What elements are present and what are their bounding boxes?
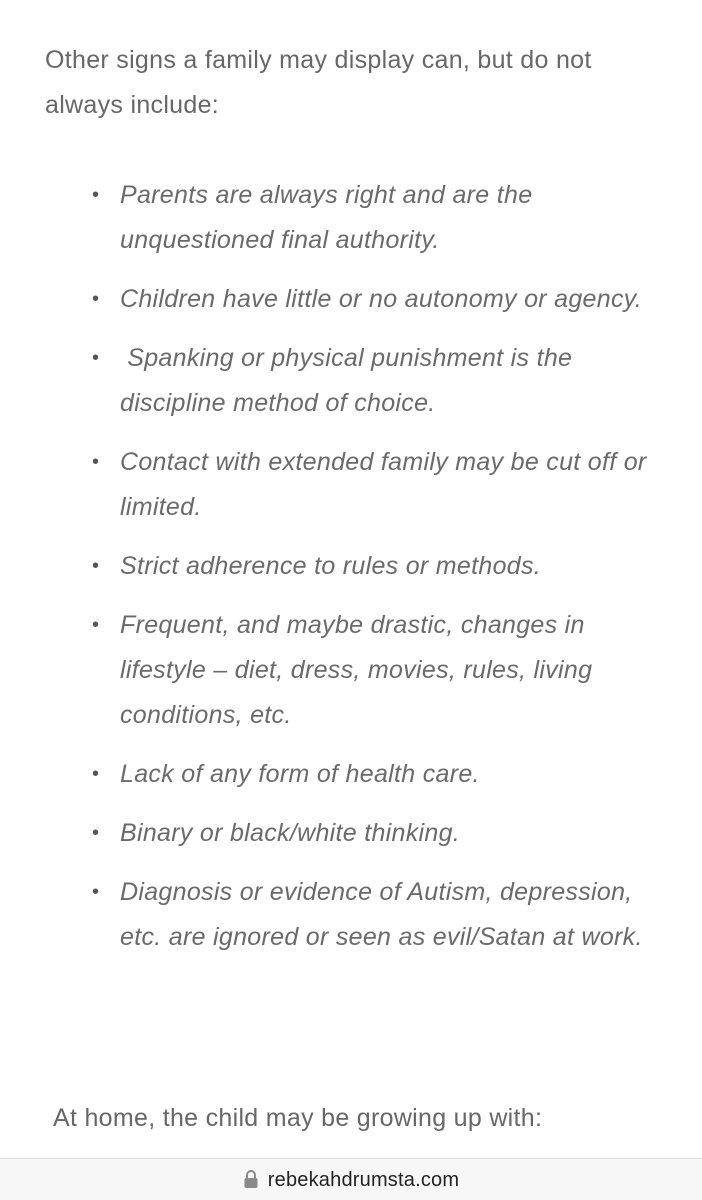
list-item bbox=[0, 870, 702, 960]
list-item-text: Spanking or physical punishment is the discipline method of choice. bbox=[120, 344, 580, 417]
bullet: • bbox=[92, 763, 100, 785]
list-item-text: Diagnosis or evidence of Autism, depression, etc. are ignored or seen as evil/Satan at work. bbox=[120, 878, 643, 951]
bullet: • bbox=[92, 822, 100, 844]
signs-list bbox=[0, 173, 702, 974]
list-item bbox=[0, 336, 702, 426]
list-item-text: Strict adherence to rules or methods. bbox=[120, 552, 542, 580]
browser-url-bar[interactable] bbox=[0, 1158, 702, 1200]
list-item bbox=[0, 277, 702, 322]
list-item bbox=[0, 544, 702, 589]
bullet: • bbox=[92, 288, 100, 310]
list-item bbox=[0, 440, 702, 530]
list-item bbox=[0, 173, 702, 263]
list-item-text: Children have little or no autonomy or agency. bbox=[120, 285, 642, 313]
list-item-text: Parents are always right and are the unquestioned final authority. bbox=[120, 181, 533, 254]
list-item-text: Frequent, and maybe drastic, changes in lifestyle – diet, dress, movies, rules, living conditions, etc. bbox=[120, 611, 593, 729]
bullet: • bbox=[92, 451, 100, 473]
list-item-text: Lack of any form of health care. bbox=[120, 760, 480, 788]
lock-icon bbox=[243, 1169, 259, 1189]
url-text[interactable]: rebekahdrumsta.com bbox=[267, 1168, 460, 1191]
bullet: • bbox=[92, 347, 100, 369]
bullet: • bbox=[92, 184, 100, 206]
bullet: • bbox=[92, 555, 100, 577]
list-item-text: Binary or black/white thinking. bbox=[120, 819, 461, 847]
list-item bbox=[0, 752, 702, 797]
list-item-text: Contact with extended family may be cut off or limited. bbox=[120, 448, 647, 521]
list-item bbox=[0, 811, 702, 856]
bullet: • bbox=[92, 881, 100, 903]
outro-paragraph: At home, the child may be growing up with: bbox=[53, 1104, 543, 1132]
list-item bbox=[0, 603, 702, 738]
intro-paragraph: Other signs a family may display can, but do not always include: bbox=[45, 46, 592, 119]
bullet: • bbox=[92, 614, 100, 636]
